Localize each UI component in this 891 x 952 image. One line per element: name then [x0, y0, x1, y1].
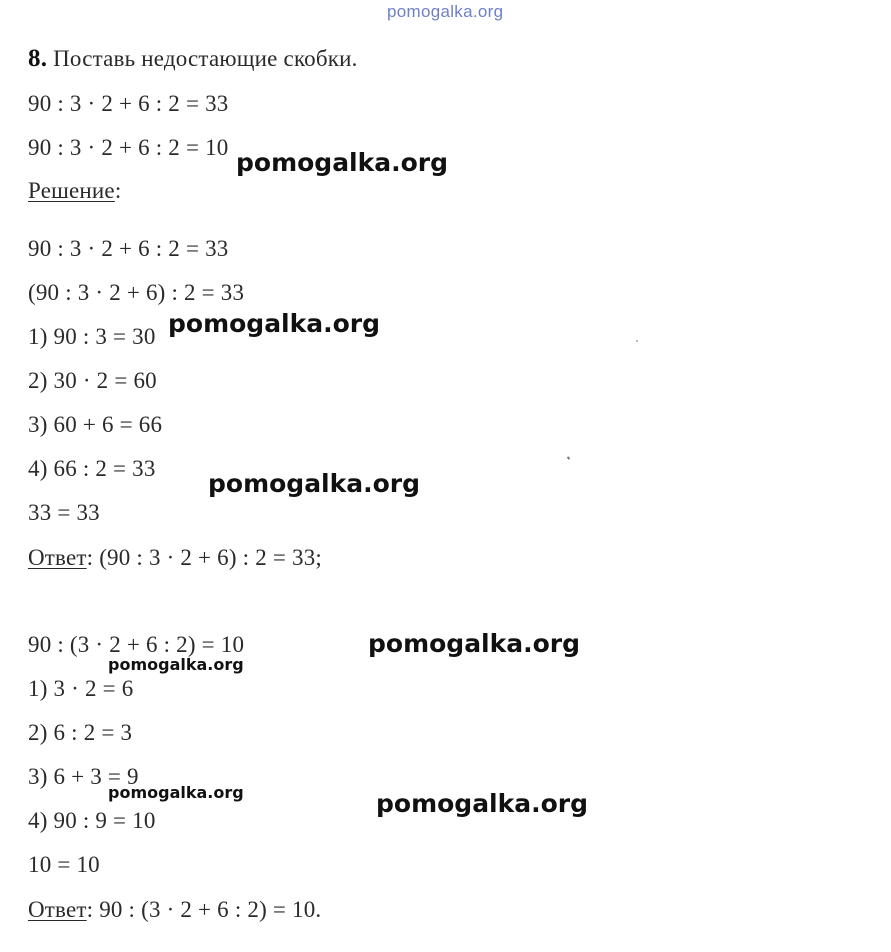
problem-2: 90 : 3 · 2 + 6 : 2 = 10 [28, 135, 229, 160]
watermark: pomogalka.org [208, 469, 421, 498]
watermark: pomogalka.org [236, 148, 449, 177]
part1-answer-text: : (90 : 3 · 2 + 6) : 2 = 33; [86, 545, 322, 570]
task-heading [28, 46, 358, 72]
part1-step-4: 4) 66 : 2 = 33 [28, 456, 156, 481]
part2-check: 10 = 10 [28, 852, 100, 877]
task-number: 8. [28, 45, 48, 72]
watermark: pomogalka.org [168, 309, 381, 338]
part1-expression: 90 : 3 · 2 + 6 : 2 = 33 [28, 236, 229, 261]
part2-answer-label: Ответ [28, 897, 87, 922]
task-instruction: Поставь недостающие скобки. [53, 46, 358, 71]
watermark: pomogalka.org [108, 783, 244, 802]
scan-speck [636, 340, 638, 342]
part2-step-3: 3) 6 + 3 = 9 [28, 764, 139, 789]
scan-speck [567, 456, 570, 460]
problem-1: 90 : 3 · 2 + 6 : 2 = 33 [28, 91, 229, 116]
solution-label: Решение [28, 178, 115, 203]
part2-answer-text: : 90 : (3 · 2 + 6 : 2) = 10. [86, 897, 322, 922]
solution-heading [28, 178, 121, 204]
header-watermark: pomogalka.org [387, 2, 504, 21]
part1-answer [28, 545, 322, 571]
part1-check: 33 = 33 [28, 500, 100, 525]
solution-colon: : [114, 178, 122, 203]
part2-answer [28, 897, 321, 923]
part2-step-1: 1) 3 · 2 = 6 [28, 676, 134, 701]
part2-step-2: 2) 6 : 2 = 3 [28, 720, 133, 745]
part1-bracketed: (90 : 3 · 2 + 6) : 2 = 33 [28, 280, 245, 305]
watermark: pomogalka.org [108, 655, 244, 674]
part1-step-3: 3) 60 + 6 = 66 [28, 412, 163, 437]
watermark: pomogalka.org [376, 789, 589, 818]
part1-answer-label: Ответ [28, 545, 87, 570]
part1-step-2: 2) 30 · 2 = 60 [28, 368, 157, 393]
part1-step-1: 1) 90 : 3 = 30 [28, 324, 156, 349]
watermark: pomogalka.org [368, 629, 581, 658]
part2-bracketed: 90 : (3 · 2 + 6 : 2) = 10 [28, 632, 245, 657]
part2-step-4: 4) 90 : 9 = 10 [28, 808, 156, 833]
